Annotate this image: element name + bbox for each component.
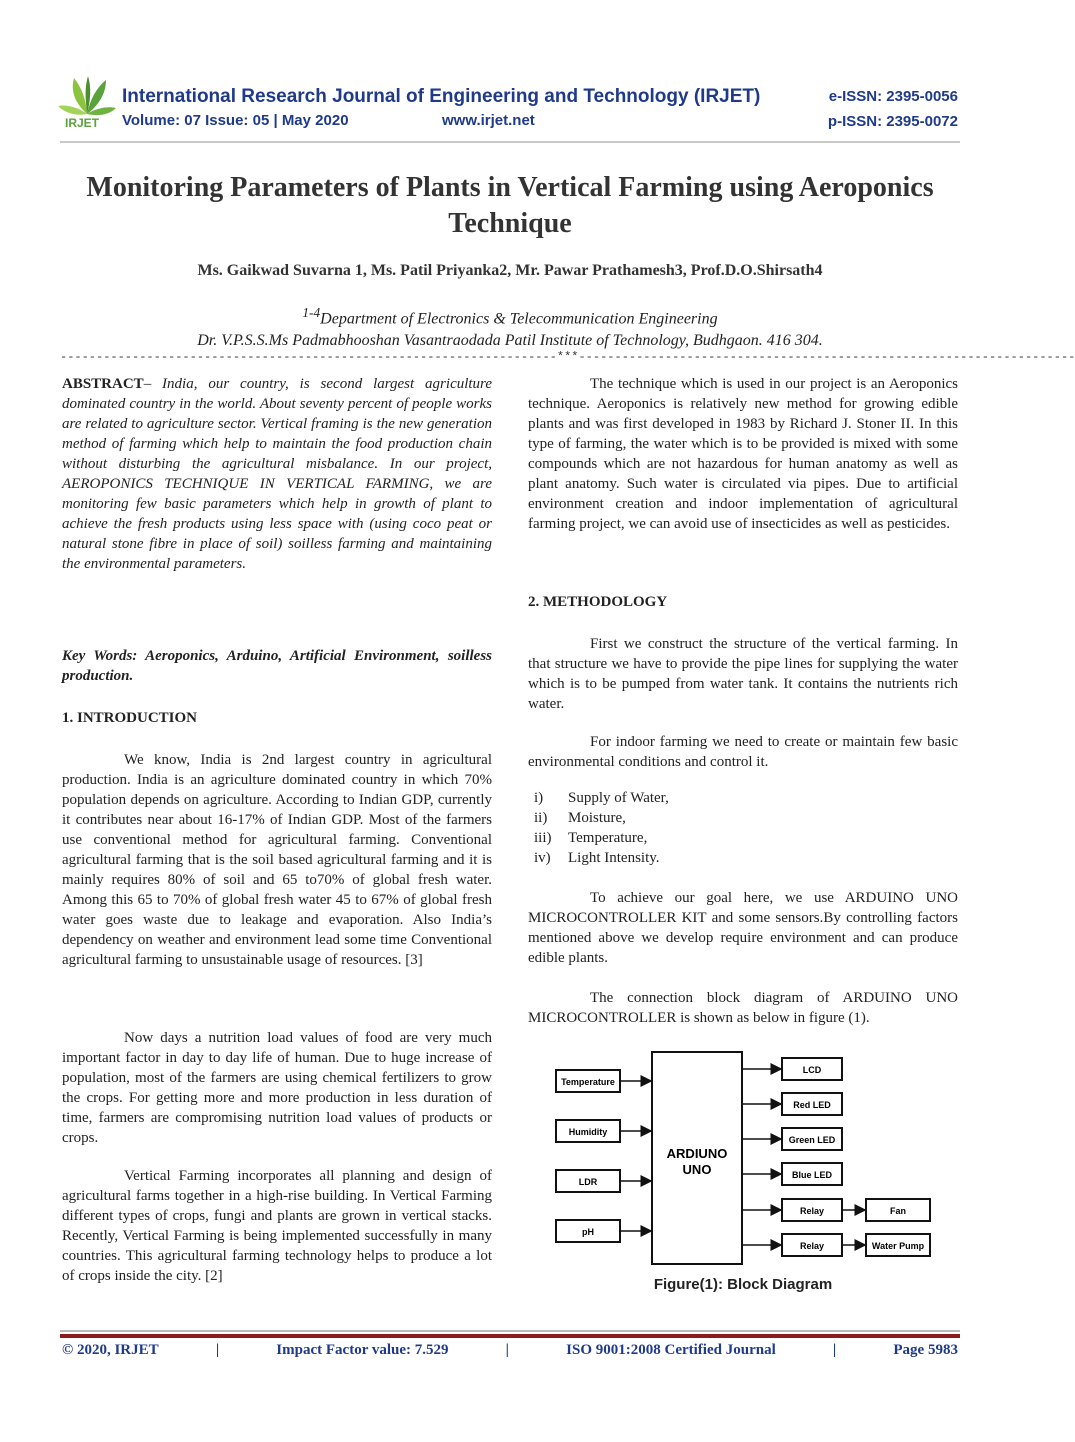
output-lcd	[742, 1058, 842, 1080]
list-item	[528, 848, 958, 868]
list-item	[528, 808, 958, 828]
output-label: Relay	[799, 1206, 825, 1216]
institute: Dr. V.P.S.S.Ms Padmabhooshan Vasantraodada Patil Institute of Technology, Budhgaon. 416 304.	[197, 332, 823, 350]
methodology-heading: 2. METHODOLOGY	[528, 594, 668, 610]
output-blue-led	[742, 1163, 842, 1185]
list-text: Moisture,	[568, 810, 626, 826]
list-number: iv)	[534, 850, 551, 866]
abstract	[62, 374, 492, 574]
abstract-label: ABSTRACT	[62, 376, 144, 392]
output-relay-1	[742, 1199, 930, 1221]
input-label: Humidity	[568, 1127, 608, 1137]
list-number: i)	[534, 790, 544, 806]
journal-title: International Research Journal of Engineering and Technology (IRJET)	[122, 86, 761, 107]
footer-separator: |	[505, 1342, 509, 1358]
list-text: Temperature,	[568, 830, 648, 846]
header-divider	[60, 141, 960, 143]
methodology-paragraph-3: To achieve our goal here, we use ARDUINO UNO MICROCONTROLLER KIT and some sensors.By controlling factors mentioned above we develop require environment and can produce edible plants.	[528, 890, 958, 966]
conditions-list	[528, 788, 958, 868]
input-ldr	[556, 1170, 651, 1192]
footer-copyright: © 2020, IRJET	[62, 1342, 159, 1358]
footer-impact: Impact Factor value: 7.529	[276, 1342, 449, 1358]
figure-caption: Figure(1): Block Diagram	[653, 1276, 833, 1293]
department: Department of Electronics & Telecommunication Engineering	[320, 310, 718, 328]
footer-divider-accent	[60, 1334, 960, 1338]
affiliation-superscript: 1-4	[302, 305, 321, 320]
output-green-led	[742, 1128, 842, 1150]
footer-separator: |	[832, 1342, 837, 1358]
input-label: LDR	[578, 1177, 598, 1187]
abstract-text: – India, our country, is second largest agriculture dominated country in the world. About seventy percent of people works are related to agriculture sector. Vertical framing is the new generation method of farming which help to maintain the food production chain without disturbing the agricultural misbalance. In our project, AEROPONICS TECHNIQUE IN VERTICAL FARMING, we are monitoring few basic parameters which help in growth of plant to achieve the fresh products using less space with (using coco peat or natural stone fibre in place of soil) soilless farming and maintaining the environmental parameters.	[62, 376, 492, 572]
input-humidity	[556, 1120, 651, 1142]
list-item	[528, 788, 958, 808]
list-text: Light Intensity.	[568, 850, 660, 866]
journal-volume: Volume: 07 Issue: 05 | May 2020	[122, 112, 349, 129]
paper-title: Monitoring Parameters of Plants in Vertical Farming using Aeroponics Technique	[86, 172, 934, 239]
intro-paragraph-3: Vertical Farming incorporates all planning and design of agricultural farms together in a high-rise building. In Vertical Farming different types of crops, fungi and plants are grown in vertical stacks. Recently, Vertical Farming is being implemented successfully in many countries. This agricultural farming technology helps to produce a lot of crops inside the city. [2]	[62, 1168, 492, 1284]
eissn: e-ISSN: 2395-0056	[828, 88, 958, 105]
footer-divider	[60, 1330, 960, 1332]
input-label: pH	[582, 1227, 594, 1237]
arduino-label-1: ARDIUNO	[666, 1146, 728, 1161]
journal-website-link[interactable]: www.irjet.net	[442, 112, 535, 129]
arduino-label-2: UNO	[682, 1162, 712, 1177]
intro-paragraph-2: Now days a nutrition load values of food are very much important factor in day to day life of human. Due to huge increase of population, most of the farmers are using chemical fertilizers to grow the crops. For getting more and more production in less duration of time, farmers are compromising nutrition load values of products or crops.	[62, 1030, 492, 1146]
footer	[60, 1342, 960, 1359]
output-relay-2	[742, 1234, 930, 1256]
load-label: Water Pump	[871, 1241, 925, 1251]
list-number: iii)	[534, 830, 552, 846]
intro-heading: 1. INTRODUCTION	[62, 710, 198, 726]
methodology-paragraph-4: The connection block diagram of ARDUINO UNO MICROCONTROLLER is shown as below in figure (1).	[528, 990, 958, 1026]
authors: Ms. Gaikwad Suvarna 1, Ms. Patil Priyanka2, Mr. Pawar Prathamesh3, Prof.D.O.Shirsath4	[197, 262, 823, 279]
footer-page: Page 5983	[893, 1342, 958, 1358]
output-label: Red LED	[793, 1100, 831, 1110]
footer-iso: ISO 9001:2008 Certified Journal	[566, 1342, 776, 1358]
input-label: Temperature	[561, 1077, 615, 1087]
keywords: Key Words: Aeroponics, Arduino, Artificial Environment, soilless production.	[62, 648, 492, 684]
list-text: Supply of Water,	[568, 790, 669, 806]
output-red-led	[742, 1093, 842, 1115]
input-ph	[556, 1220, 651, 1242]
output-label: Green LED	[788, 1135, 836, 1145]
block-diagram	[548, 1040, 938, 1274]
technique-paragraph: The technique which is used in our project is an Aeroponics technique. Aeroponics is relatively new method for growing edible plants and was first developed in 1983 by Richard J. Stoner II. In this type of farming, the water which is to be provided is mixed with some compounds which are not hazardous for human anatomy as well as plant anatomy. Such water is circulated via pipes. Due to artificial environment creation and indoor implementation of agricultural farming project, we can avoid use of insecticides as well as pesticides.	[528, 376, 958, 532]
footer-separator: |	[215, 1342, 220, 1358]
load-label: Fan	[889, 1206, 907, 1216]
methodology-paragraph-2: For indoor farming we need to create or maintain few basic environmental conditions and control it.	[528, 734, 958, 770]
section-separator: ---------------------------------------------------------------------***---------------------------------------------------------------------	[60, 350, 1075, 364]
logo-text: IRJET	[65, 116, 100, 130]
output-label: Blue LED	[791, 1170, 833, 1180]
pissn: p-ISSN: 2395-0072	[827, 113, 958, 130]
input-temperature	[556, 1070, 651, 1092]
output-label: LCD	[802, 1065, 822, 1075]
list-item	[528, 828, 958, 848]
list-number: ii)	[534, 810, 548, 826]
affiliation	[60, 302, 960, 352]
output-label: Relay	[799, 1241, 825, 1251]
intro-paragraph-1: We know, India is 2nd largest country in agricultural production. India is an agriculture dominated country in which 70% population depends on agriculture. According to Indian GDP, currently it contributes near about 16-17% of Indian GDP. Most of the farmers use conventional method for agricultural farming. Conventional agricultural farming that is the soil based agricultural farming and it is mainly requires 80% of soil and 65 to70% of global fresh water. Among this 65 to 70% of global fresh water 45 to 67% of global fresh water goes waste due to leakage and evaporation. Also India’s dependency on weather and environment lead some time Conventional agricultural farming to unsustainable usage of resources. [3]	[62, 752, 492, 968]
methodology-paragraph-1: First we construct the structure of the vertical farming. In that structure we have to provide the pipe lines for supplying the water which is to be pumped from water tank. It contains the nutrients rich water.	[528, 636, 958, 712]
